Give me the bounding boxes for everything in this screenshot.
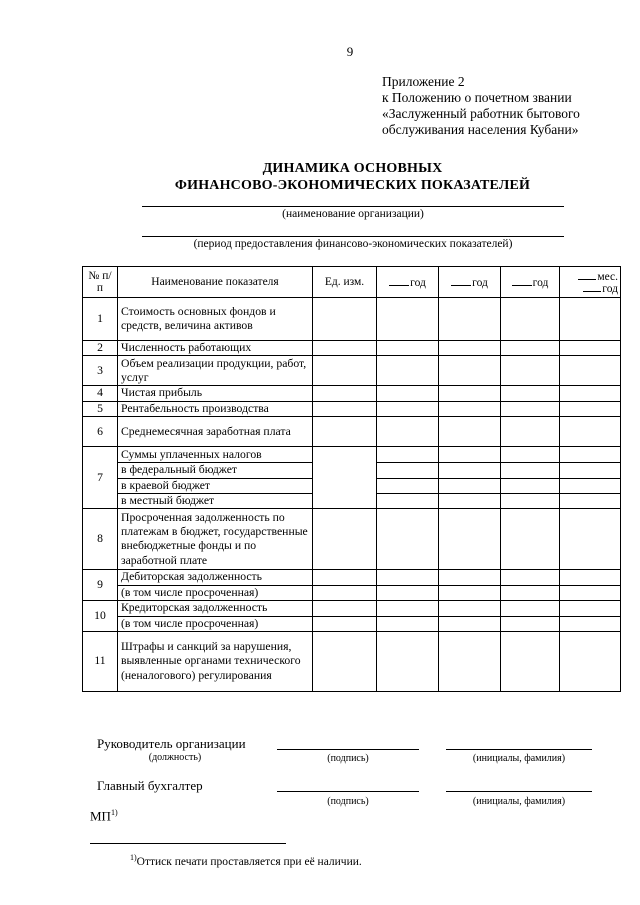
- cell: [377, 417, 439, 447]
- cell: [501, 341, 560, 356]
- row-name: Штрафы и санкций за нарушения, выявленные органами технического (неналогового) регулирования: [118, 632, 313, 692]
- row-num: 2: [83, 341, 118, 356]
- year3-label: год: [532, 276, 549, 289]
- cell: [313, 298, 377, 341]
- document-title: [100, 160, 605, 194]
- cell: [501, 570, 560, 585]
- cell: [501, 417, 560, 447]
- cell: [501, 494, 560, 509]
- row-num: 8: [83, 509, 118, 570]
- appendix-line-3: «Заслуженный работник бытового: [382, 106, 580, 121]
- cell: [439, 616, 501, 631]
- table-row: [83, 447, 621, 463]
- cell: [313, 401, 377, 416]
- cell: [560, 570, 621, 585]
- cell: [501, 632, 560, 692]
- row-num: 9: [83, 570, 118, 601]
- title-line-1: ДИНАМИКА ОСНОВНЫХ: [262, 161, 443, 176]
- cell: [439, 585, 501, 600]
- cell: [439, 341, 501, 356]
- row-num: 11: [83, 632, 118, 692]
- cell: [377, 298, 439, 341]
- head-initials-caption: (инициалы, фамилия): [472, 753, 566, 764]
- col-year3-header: [501, 267, 560, 298]
- col-unit-header: Ед. изм.: [313, 267, 377, 298]
- cell: [560, 509, 621, 570]
- table-row: [83, 417, 621, 447]
- head-label: Руководитель организации: [97, 736, 246, 751]
- stamp-text: МП: [90, 808, 111, 824]
- row-num: 10: [83, 601, 118, 632]
- row-name: Объем реализации продукции, работ, услуг: [118, 356, 313, 386]
- row-name: Дебиторская задолженность: [118, 570, 313, 585]
- accountant-label: Главный бухгалтер: [97, 778, 203, 793]
- row-name: Среднемесячная заработная плата: [118, 417, 313, 447]
- year1-label: год: [410, 276, 426, 289]
- footnote-text: Оттиск печати проставляется при её наличии.: [136, 855, 362, 868]
- row-name: Суммы уплаченных налогов: [118, 447, 313, 463]
- table-row: [83, 509, 621, 570]
- cell: [439, 356, 501, 386]
- table-subrow: [83, 585, 621, 600]
- stamp-label: [90, 808, 118, 824]
- cell: [377, 341, 439, 356]
- cell: [439, 494, 501, 509]
- row-name: Стоимость основных фондов и средств, величина активов: [118, 298, 313, 341]
- table-row: [83, 632, 621, 692]
- cell: [377, 601, 439, 616]
- page-number: 9: [346, 44, 354, 59]
- row-num: 4: [83, 386, 118, 401]
- row-subname: (в том числе просроченная): [118, 585, 313, 600]
- row-num: 3: [83, 356, 118, 386]
- cell: [439, 298, 501, 341]
- cell: [501, 616, 560, 631]
- cell: [501, 298, 560, 341]
- cell: [501, 509, 560, 570]
- cell: [377, 447, 439, 463]
- footnote-separator: [90, 843, 286, 844]
- cell: [560, 601, 621, 616]
- cell: [377, 632, 439, 692]
- cell: [439, 417, 501, 447]
- cell: [313, 417, 377, 447]
- cell: [439, 509, 501, 570]
- cell: [560, 417, 621, 447]
- head-signature-line: [277, 749, 419, 750]
- table-header-row: [83, 267, 621, 298]
- accountant-signature-line: [277, 791, 419, 792]
- accountant-initials-line: [446, 791, 592, 792]
- table-row: [83, 601, 621, 616]
- table-row: [83, 401, 621, 416]
- cell: [501, 447, 560, 463]
- footnote-mark: 1): [130, 853, 137, 862]
- cell: [439, 463, 501, 478]
- table-row: [83, 298, 621, 341]
- cell: [377, 616, 439, 631]
- cell: [560, 494, 621, 509]
- table-row: [83, 356, 621, 386]
- cell: [313, 585, 377, 600]
- row-subname: в федеральный бюджет: [118, 463, 313, 478]
- cell: [560, 632, 621, 692]
- cell: [377, 585, 439, 600]
- cell: [501, 463, 560, 478]
- month-label: мес.: [597, 271, 618, 283]
- cell: [560, 447, 621, 463]
- table-row: [83, 570, 621, 585]
- row-subname: в местный бюджет: [118, 494, 313, 509]
- cell: [560, 478, 621, 493]
- footnote: [130, 853, 362, 868]
- accountant-initials-caption: (инициалы, фамилия): [472, 796, 566, 807]
- cell: [501, 356, 560, 386]
- period-line: [142, 236, 564, 237]
- cell: [560, 341, 621, 356]
- cell: [313, 356, 377, 386]
- head-position-caption: (должность): [148, 752, 202, 763]
- cell: [313, 632, 377, 692]
- cell: [313, 570, 377, 585]
- cell: [377, 570, 439, 585]
- cell: [377, 494, 439, 509]
- row-num: 7: [83, 447, 118, 509]
- cell: [439, 386, 501, 401]
- cell: [501, 601, 560, 616]
- col-num-header: № п/п: [83, 267, 118, 298]
- org-name-caption: (наименование организации): [282, 208, 424, 220]
- cell: [377, 509, 439, 570]
- cell: [377, 386, 439, 401]
- appendix-note: [382, 74, 580, 138]
- cell: [439, 447, 501, 463]
- row-name: Чистая прибыль: [118, 386, 313, 401]
- col-year2-header: [439, 267, 501, 298]
- cell: [313, 447, 377, 509]
- row-subname: в краевой бюджет: [118, 478, 313, 493]
- cell: [377, 463, 439, 478]
- cell: [439, 401, 501, 416]
- cell: [560, 616, 621, 631]
- row-name: Рентабельность производства: [118, 401, 313, 416]
- row-name: Численность работающих: [118, 341, 313, 356]
- cell: [560, 585, 621, 600]
- col-name-header: Наименование показателя: [118, 267, 313, 298]
- cell: [501, 478, 560, 493]
- cell: [313, 616, 377, 631]
- row-num: 1: [83, 298, 118, 341]
- table-row: [83, 386, 621, 401]
- appendix-line-2: к Положению о почетном звании: [382, 90, 572, 105]
- cell: [439, 632, 501, 692]
- row-num: 6: [83, 417, 118, 447]
- cell: [560, 298, 621, 341]
- cell: [377, 478, 439, 493]
- cell: [313, 601, 377, 616]
- row-name: Просроченная задолженность по платежам в бюджет, государственные внебюджетные фонды и по заработной плате: [118, 509, 313, 570]
- cell: [377, 356, 439, 386]
- col-month-header: [560, 267, 621, 298]
- row-name: Кредиторская задолженность: [118, 601, 313, 616]
- stamp-footnote-ref: 1): [110, 808, 118, 817]
- row-subname: (в том числе просроченная): [118, 616, 313, 631]
- cell: [560, 401, 621, 416]
- year2-label: год: [472, 276, 488, 289]
- table-row: [83, 341, 621, 356]
- head-initials-line: [446, 749, 592, 750]
- appendix-line-1: Приложение 2: [382, 74, 465, 89]
- cell: [560, 463, 621, 478]
- cell: [439, 570, 501, 585]
- cell: [377, 401, 439, 416]
- period-caption: (период предоставления финансово-экономических показателей): [193, 238, 513, 250]
- cell: [560, 386, 621, 401]
- month-year-label: год: [602, 283, 618, 295]
- cell: [501, 386, 560, 401]
- cell: [501, 401, 560, 416]
- cell: [313, 509, 377, 570]
- accountant-signature-caption: (подпись): [327, 796, 369, 807]
- row-num: 5: [83, 401, 118, 416]
- cell: [313, 386, 377, 401]
- cell: [560, 356, 621, 386]
- indicators-table: [82, 266, 621, 692]
- org-name-line: [142, 206, 564, 207]
- table-subrow: [83, 616, 621, 631]
- col-year1-header: [377, 267, 439, 298]
- cell: [439, 601, 501, 616]
- cell: [501, 585, 560, 600]
- appendix-line-4: обслуживания населения Кубани»: [382, 122, 579, 137]
- head-signature-caption: (подпись): [327, 753, 369, 764]
- title-line-2: ФИНАНСОВО-ЭКОНОМИЧЕСКИХ ПОКАЗАТЕЛЕЙ: [174, 178, 531, 193]
- cell: [313, 341, 377, 356]
- cell: [439, 478, 501, 493]
